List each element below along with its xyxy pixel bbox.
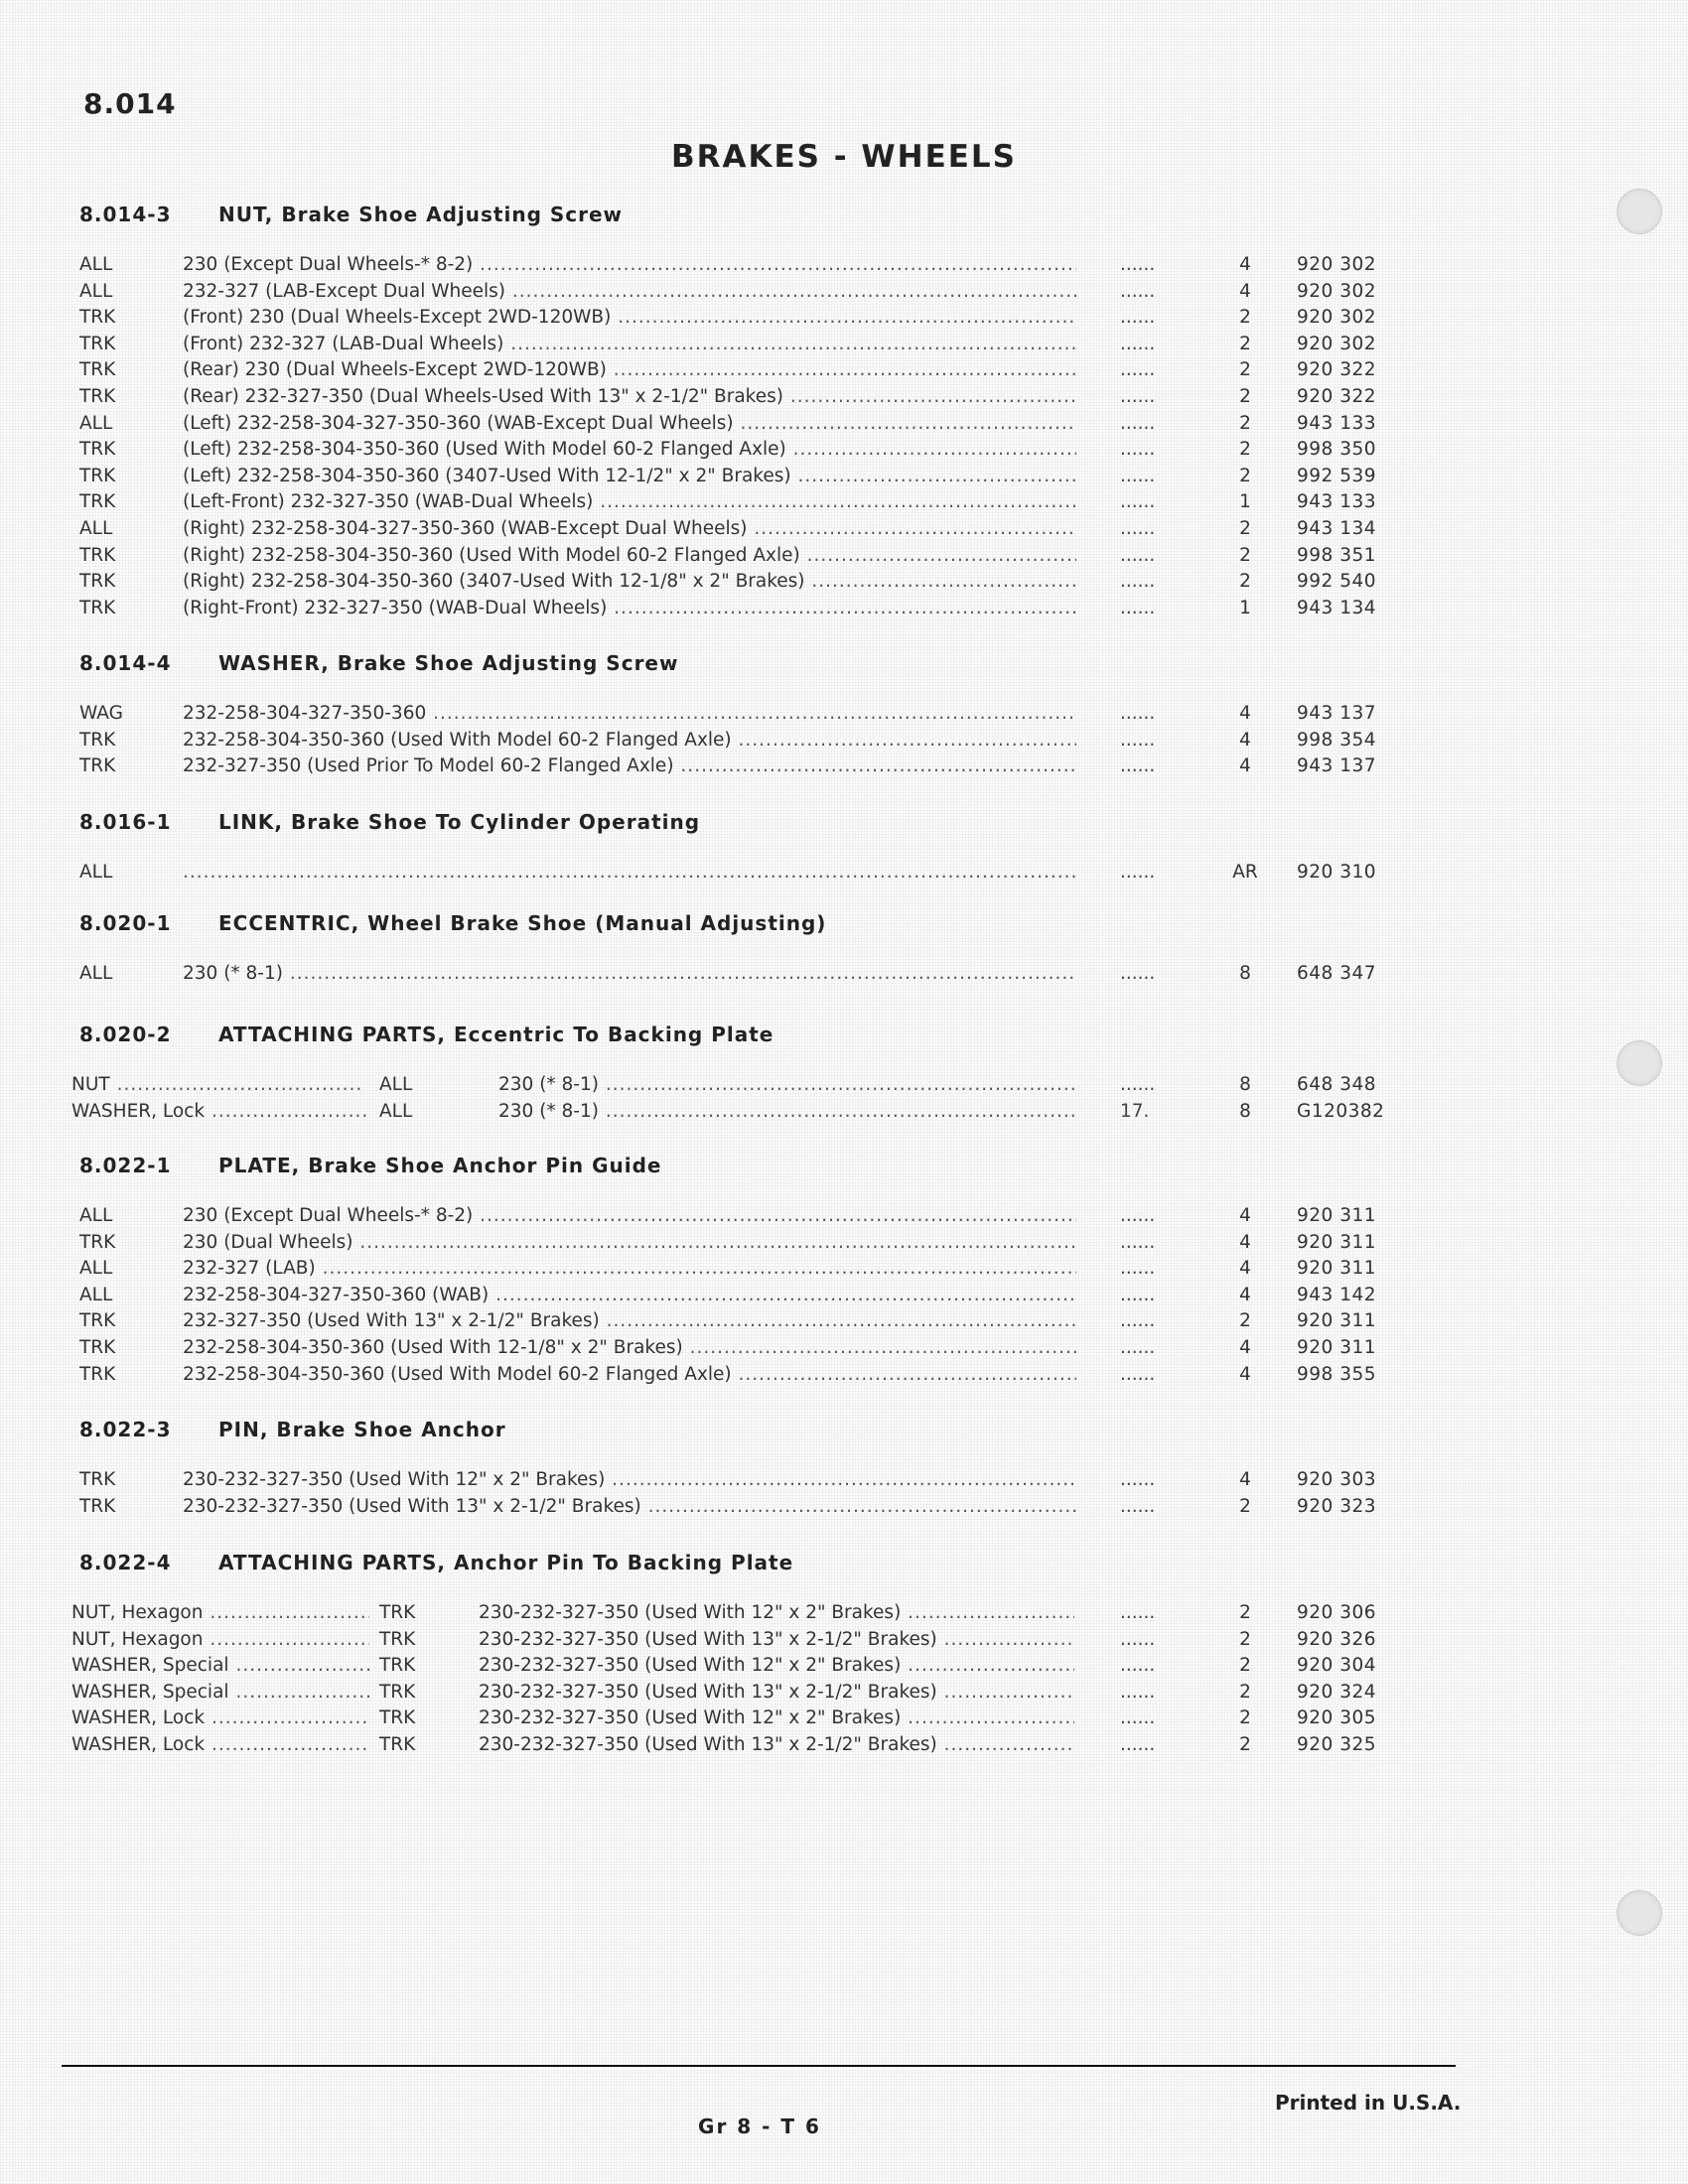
ref-column: ...... [1120, 307, 1156, 329]
model-code: ALL [379, 1100, 413, 1122]
quantity: 4 [1239, 280, 1251, 302]
section-number: 8.022-3 [79, 1418, 172, 1441]
quantity: 8 [1239, 1100, 1251, 1122]
part-description: (Left) 232-258-304-350-360 (3407-Used With 12-1/2" x 2" Brakes) ..... [183, 466, 1076, 486]
part-number: 920 323 [1297, 1495, 1377, 1517]
part-description: 230 (Except Dual Wheels-* 8-2) ..... [183, 254, 1076, 275]
section-number: 8.014-4 [79, 651, 172, 675]
section-8-022-4 [0, 1551, 1489, 1761]
ref-column: ...... [1120, 1602, 1156, 1623]
ref-column: ...... [1120, 359, 1156, 381]
model-code: TRK [79, 1310, 116, 1332]
quantity: 2 [1239, 1681, 1251, 1703]
part-number: 920 326 [1297, 1628, 1377, 1650]
quantity: 4 [1239, 1231, 1251, 1253]
part-description: 230-232-327-350 (Used With 13" x 2-1/2" Brakes) ..... [479, 1682, 1074, 1703]
part-row [0, 1707, 1489, 1734]
part-row [0, 1602, 1489, 1629]
part-row [0, 755, 1489, 782]
ref-column: ...... [1120, 254, 1156, 275]
item-name: WASHER, Lock ..... [71, 1101, 369, 1122]
part-number: 920 305 [1297, 1707, 1377, 1729]
ref-column: ...... [1120, 1310, 1156, 1332]
model-code: ALL [79, 254, 113, 275]
quantity: 4 [1239, 1469, 1251, 1490]
part-description: (Right) 232-258-304-327-350-360 (WAB-Except Dual Wheels) ..... [183, 518, 1076, 539]
section-header [0, 1418, 1489, 1457]
part-description: 232-258-304-350-360 (Used With Model 60-2 Flanged Axle) ..... [183, 730, 1076, 751]
model-code: ALL [79, 517, 113, 539]
ref-column: ...... [1120, 703, 1156, 724]
part-row [0, 862, 1489, 888]
quantity: 2 [1239, 1628, 1251, 1650]
section-8-022-1 [0, 1154, 1489, 1390]
part-description: (Right) 232-258-304-350-360 (Used With Model 60-2 Flanged Axle) ..... [183, 545, 1076, 566]
part-number: 920 306 [1297, 1602, 1377, 1623]
part-description: 232-258-304-327-350-360 (WAB) ..... [183, 1285, 1076, 1305]
quantity: 1 [1239, 597, 1251, 618]
parts-list [0, 1074, 1489, 1127]
model-code: ALL [79, 1258, 113, 1280]
quantity: 4 [1239, 1205, 1251, 1226]
quantity: 4 [1239, 1258, 1251, 1280]
part-description: 230 (Except Dual Wheels-* 8-2) ..... [183, 1205, 1076, 1226]
quantity: 1 [1239, 491, 1251, 513]
ref-column: ...... [1120, 1258, 1156, 1280]
section-title: PLATE, Brake Shoe Anchor Pin Guide [218, 1154, 662, 1177]
part-number: 920 302 [1297, 307, 1377, 329]
part-row [0, 545, 1489, 572]
model-code: TRK [379, 1733, 416, 1755]
ref-column: ...... [1120, 1074, 1156, 1095]
ref-column: ...... [1120, 1363, 1156, 1385]
part-row [0, 1310, 1489, 1337]
part-description: 230-232-327-350 (Used With 13" x 2-1/2" Brakes) ..... [183, 1496, 1076, 1517]
quantity: 8 [1239, 963, 1251, 984]
quantity: 4 [1239, 254, 1251, 275]
section-8-022-3 [0, 1418, 1489, 1522]
page-number: 8.014 [83, 87, 177, 120]
part-description: 230 (Dual Wheels) ..... [183, 1232, 1076, 1253]
part-number: 992 539 [1297, 465, 1377, 486]
quantity: 4 [1239, 729, 1251, 751]
section-8-014-4 [0, 651, 1489, 782]
ref-column: ...... [1120, 729, 1156, 751]
quantity: 4 [1239, 1284, 1251, 1305]
part-description: (Rear) 232-327-350 (Dual Wheels-Used With 13" x 2-1/2" Brakes) ..... [183, 386, 1076, 407]
section-header [0, 1551, 1489, 1590]
ref-column: ...... [1120, 491, 1156, 513]
quantity: 4 [1239, 703, 1251, 724]
ref-column: ...... [1120, 1655, 1156, 1677]
part-number: 920 304 [1297, 1655, 1377, 1677]
item-name: WASHER, Lock ..... [71, 1734, 369, 1755]
part-number: 920 311 [1297, 1205, 1377, 1226]
quantity: 2 [1239, 359, 1251, 381]
parts-list [0, 254, 1489, 623]
quantity: AR [1232, 862, 1258, 883]
section-header [0, 1154, 1489, 1193]
model-code: ALL [79, 1284, 113, 1305]
model-code: TRK [379, 1602, 416, 1623]
section-header [0, 651, 1489, 691]
part-row [0, 518, 1489, 545]
section-title: ATTACHING PARTS, Anchor Pin To Backing Plate [218, 1551, 794, 1574]
section-8-020-2 [0, 1023, 1489, 1127]
part-description: 230-232-327-350 (Used With 12" x 2" Brakes) ..... [183, 1469, 1076, 1490]
quantity: 2 [1239, 1707, 1251, 1729]
ref-column: ...... [1120, 412, 1156, 434]
part-row [0, 491, 1489, 518]
part-description: (Front) 232-327 (LAB-Dual Wheels) ..... [183, 334, 1076, 354]
ref-column: ...... [1120, 1628, 1156, 1650]
section-title: ECCENTRIC, Wheel Brake Shoe (Manual Adjusting) [218, 911, 827, 935]
part-row [0, 571, 1489, 598]
section-8-020-1 [0, 911, 1489, 990]
quantity: 2 [1239, 1655, 1251, 1677]
model-code: TRK [79, 1469, 116, 1490]
quantity: 4 [1239, 755, 1251, 777]
part-description [183, 862, 1076, 883]
parts-list [0, 1469, 1489, 1522]
part-description: (Front) 230 (Dual Wheels-Except 2WD-120WB) ..... [183, 307, 1076, 328]
printed-in-label: Printed in U.S.A. [1275, 2091, 1462, 2115]
section-number: 8.016-1 [79, 810, 172, 834]
part-description: 230-232-327-350 (Used With 12" x 2" Brakes) ..... [479, 1655, 1074, 1676]
model-code: TRK [79, 307, 116, 329]
model-code: ALL [79, 1205, 113, 1226]
page-title: BRAKES - WHEELS [670, 139, 1018, 175]
part-row [0, 413, 1489, 440]
section-header [0, 1023, 1489, 1062]
quantity: 8 [1239, 1074, 1251, 1095]
model-code: TRK [379, 1655, 416, 1677]
model-code: TRK [79, 491, 116, 513]
part-description: 232-327-350 (Used Prior To Model 60-2 Flanged Axle) ..... [183, 755, 1076, 776]
binder-hole [1617, 1890, 1662, 1936]
item-name: WASHER, Special ..... [71, 1682, 369, 1703]
part-row [0, 963, 1489, 990]
model-code: TRK [79, 333, 116, 354]
part-row [0, 359, 1489, 386]
ref-column: ...... [1120, 333, 1156, 354]
section-header [0, 810, 1489, 850]
quantity: 2 [1239, 1733, 1251, 1755]
part-number: 920 311 [1297, 1336, 1377, 1358]
model-code: TRK [79, 544, 116, 566]
part-number: 648 348 [1297, 1074, 1377, 1095]
model-code: ALL [79, 412, 113, 434]
part-row [0, 598, 1489, 624]
model-code: TRK [379, 1628, 416, 1650]
model-code: ALL [79, 963, 113, 984]
model-code: WAG [79, 703, 123, 724]
part-description: 232-327-350 (Used With 13" x 2-1/2" Brakes) ..... [183, 1310, 1076, 1331]
ref-column: ...... [1120, 544, 1156, 566]
ref-column: ...... [1120, 1495, 1156, 1517]
part-number: 943 133 [1297, 491, 1377, 513]
model-code: TRK [79, 755, 116, 777]
part-row [0, 1629, 1489, 1656]
section-number: 8.014-3 [79, 203, 172, 226]
part-row [0, 1074, 1489, 1101]
part-number: 920 311 [1297, 1310, 1377, 1332]
ref-column: ...... [1120, 1733, 1156, 1755]
ref-column: ...... [1120, 571, 1156, 593]
part-description: 232-258-304-350-360 (Used With Model 60-2 Flanged Axle) ..... [183, 1364, 1076, 1385]
model-code: TRK [79, 439, 116, 461]
model-code: TRK [79, 1363, 116, 1385]
part-row [0, 466, 1489, 492]
model-code: TRK [79, 729, 116, 751]
section-number: 8.020-2 [79, 1023, 172, 1046]
parts-list [0, 963, 1489, 990]
part-number: G120382 [1297, 1100, 1385, 1122]
part-row [0, 1469, 1489, 1496]
part-number: 920 325 [1297, 1733, 1377, 1755]
ref-column: ...... [1120, 597, 1156, 618]
quantity: 2 [1239, 1310, 1251, 1332]
quantity: 2 [1239, 385, 1251, 407]
footer-rule [62, 2065, 1456, 2067]
parts-list [0, 1205, 1489, 1390]
section-title: WASHER, Brake Shoe Adjusting Screw [218, 651, 679, 675]
part-row [0, 439, 1489, 466]
part-description: (Rear) 230 (Dual Wheels-Except 2WD-120WB) ..... [183, 359, 1076, 380]
part-row [0, 703, 1489, 730]
part-number: 920 322 [1297, 385, 1377, 407]
ref-column: ...... [1120, 1231, 1156, 1253]
section-title: PIN, Brake Shoe Anchor [218, 1418, 506, 1441]
quantity: 2 [1239, 1602, 1251, 1623]
section-number: 8.022-4 [79, 1551, 172, 1574]
part-row [0, 1496, 1489, 1523]
part-row [0, 1205, 1489, 1232]
part-row [0, 1682, 1489, 1708]
part-row [0, 1258, 1489, 1285]
part-row [0, 307, 1489, 334]
quantity: 4 [1239, 1336, 1251, 1358]
part-number: 920 322 [1297, 359, 1377, 381]
model-code: TRK [379, 1707, 416, 1729]
part-description: 230 (* 8-1) ..... [183, 963, 1076, 984]
part-number: 998 354 [1297, 729, 1377, 751]
model-code: ALL [79, 280, 113, 302]
part-description: (Left) 232-258-304-350-360 (Used With Model 60-2 Flanged Axle) ..... [183, 439, 1076, 460]
model-code: TRK [79, 359, 116, 381]
model-code: TRK [379, 1681, 416, 1703]
item-name: NUT, Hexagon ..... [71, 1629, 369, 1650]
part-number: 920 311 [1297, 1231, 1377, 1253]
model-code: ALL [79, 862, 113, 883]
part-number: 920 310 [1297, 862, 1377, 883]
section-number: 8.020-1 [79, 911, 172, 935]
part-row [0, 1734, 1489, 1761]
section-header [0, 203, 1489, 242]
section-header [0, 911, 1489, 951]
part-row [0, 334, 1489, 360]
part-number: 943 137 [1297, 755, 1377, 777]
section-number: 8.022-1 [79, 1154, 172, 1177]
quantity: 2 [1239, 544, 1251, 566]
part-number: 920 302 [1297, 254, 1377, 275]
ref-column: ...... [1120, 1681, 1156, 1703]
section-8-016-1 [0, 810, 1489, 888]
part-description: (Right) 232-258-304-350-360 (3407-Used With 12-1/8" x 2" Brakes) ..... [183, 571, 1076, 592]
part-number: 920 324 [1297, 1681, 1377, 1703]
ref-column: ...... [1120, 385, 1156, 407]
model-code: TRK [79, 1495, 116, 1517]
part-description: 232-327 (LAB-Except Dual Wheels) ..... [183, 281, 1076, 302]
part-number: 920 303 [1297, 1469, 1377, 1490]
part-row [0, 1655, 1489, 1682]
quantity: 2 [1239, 333, 1251, 354]
model-code: TRK [79, 571, 116, 593]
part-description: 232-258-304-350-360 (Used With 12-1/8" x 2" Brakes) ..... [183, 1337, 1076, 1358]
part-number: 943 142 [1297, 1284, 1377, 1305]
model-code: TRK [79, 385, 116, 407]
ref-column: ...... [1120, 963, 1156, 984]
quantity: 2 [1239, 439, 1251, 461]
part-number: 920 302 [1297, 280, 1377, 302]
part-description: 232-258-304-327-350-360 ..... [183, 703, 1076, 724]
part-number: 943 137 [1297, 703, 1377, 724]
part-number: 920 311 [1297, 1258, 1377, 1280]
section-8-014-3 [0, 203, 1489, 623]
part-row [0, 386, 1489, 413]
parts-list [0, 703, 1489, 782]
ref-column: ...... [1120, 862, 1156, 883]
item-name: NUT, Hexagon ..... [71, 1602, 369, 1623]
ref-column: ...... [1120, 1284, 1156, 1305]
ref-column: ...... [1120, 1707, 1156, 1729]
ref-column: ...... [1120, 1469, 1156, 1490]
ref-column: ...... [1120, 439, 1156, 461]
part-description: (Left) 232-258-304-327-350-360 (WAB-Except Dual Wheels) ..... [183, 413, 1076, 434]
part-row [0, 1285, 1489, 1311]
part-number: 943 134 [1297, 517, 1377, 539]
part-description: 230-232-327-350 (Used With 13" x 2-1/2" Brakes) ..... [479, 1629, 1074, 1650]
part-description: 232-327 (LAB) ..... [183, 1258, 1076, 1279]
part-number: 943 134 [1297, 597, 1377, 618]
part-row [0, 1337, 1489, 1364]
ref-column: 17. [1120, 1100, 1150, 1122]
part-number: 998 355 [1297, 1363, 1377, 1385]
quantity: 4 [1239, 1363, 1251, 1385]
part-number: 992 540 [1297, 571, 1377, 593]
ref-column: ...... [1120, 465, 1156, 486]
item-name: WASHER, Lock ..... [71, 1707, 369, 1728]
section-title: LINK, Brake Shoe To Cylinder Operating [218, 810, 701, 834]
model-code: ALL [379, 1074, 413, 1095]
part-row [0, 1232, 1489, 1259]
section-title: ATTACHING PARTS, Eccentric To Backing Plate [218, 1023, 774, 1046]
part-number: 648 347 [1297, 963, 1377, 984]
parts-list [0, 1602, 1489, 1761]
ref-column: ...... [1120, 755, 1156, 777]
part-description: (Left-Front) 232-327-350 (WAB-Dual Wheels) ..... [183, 491, 1076, 512]
part-description: 230 (* 8-1) ..... [498, 1074, 1074, 1095]
part-description: 230 (* 8-1) ..... [498, 1101, 1074, 1122]
page-footer: Gr 8 - T 6 [698, 2115, 821, 2138]
quantity: 2 [1239, 1495, 1251, 1517]
part-description: (Right-Front) 232-327-350 (WAB-Dual Wheels) ..... [183, 598, 1076, 618]
part-description: 230-232-327-350 (Used With 12" x 2" Brakes) ..... [479, 1602, 1074, 1623]
part-description: 230-232-327-350 (Used With 12" x 2" Brakes) ..... [479, 1707, 1074, 1728]
ref-column: ...... [1120, 1336, 1156, 1358]
part-row [0, 730, 1489, 756]
model-code: TRK [79, 1336, 116, 1358]
item-name: NUT ..... [71, 1074, 369, 1095]
ref-column: ...... [1120, 517, 1156, 539]
ref-column: ...... [1120, 1205, 1156, 1226]
model-code: TRK [79, 597, 116, 618]
part-number: 998 350 [1297, 439, 1377, 461]
part-description: 230-232-327-350 (Used With 13" x 2-1/2" Brakes) ..... [479, 1734, 1074, 1755]
quantity: 2 [1239, 571, 1251, 593]
parts-list [0, 862, 1489, 888]
model-code: TRK [79, 465, 116, 486]
part-number: 943 133 [1297, 412, 1377, 434]
binder-hole [1617, 1040, 1662, 1086]
quantity: 2 [1239, 465, 1251, 486]
part-number: 920 302 [1297, 333, 1377, 354]
quantity: 2 [1239, 412, 1251, 434]
part-row [0, 281, 1489, 308]
binder-hole [1617, 189, 1662, 234]
item-name: WASHER, Special ..... [71, 1655, 369, 1676]
quantity: 2 [1239, 307, 1251, 329]
section-title: NUT, Brake Shoe Adjusting Screw [218, 203, 624, 226]
part-row [0, 1364, 1489, 1391]
ref-column: ...... [1120, 280, 1156, 302]
part-row [0, 1101, 1489, 1128]
part-number: 998 351 [1297, 544, 1377, 566]
part-row [0, 254, 1489, 281]
quantity: 2 [1239, 517, 1251, 539]
model-code: TRK [79, 1231, 116, 1253]
